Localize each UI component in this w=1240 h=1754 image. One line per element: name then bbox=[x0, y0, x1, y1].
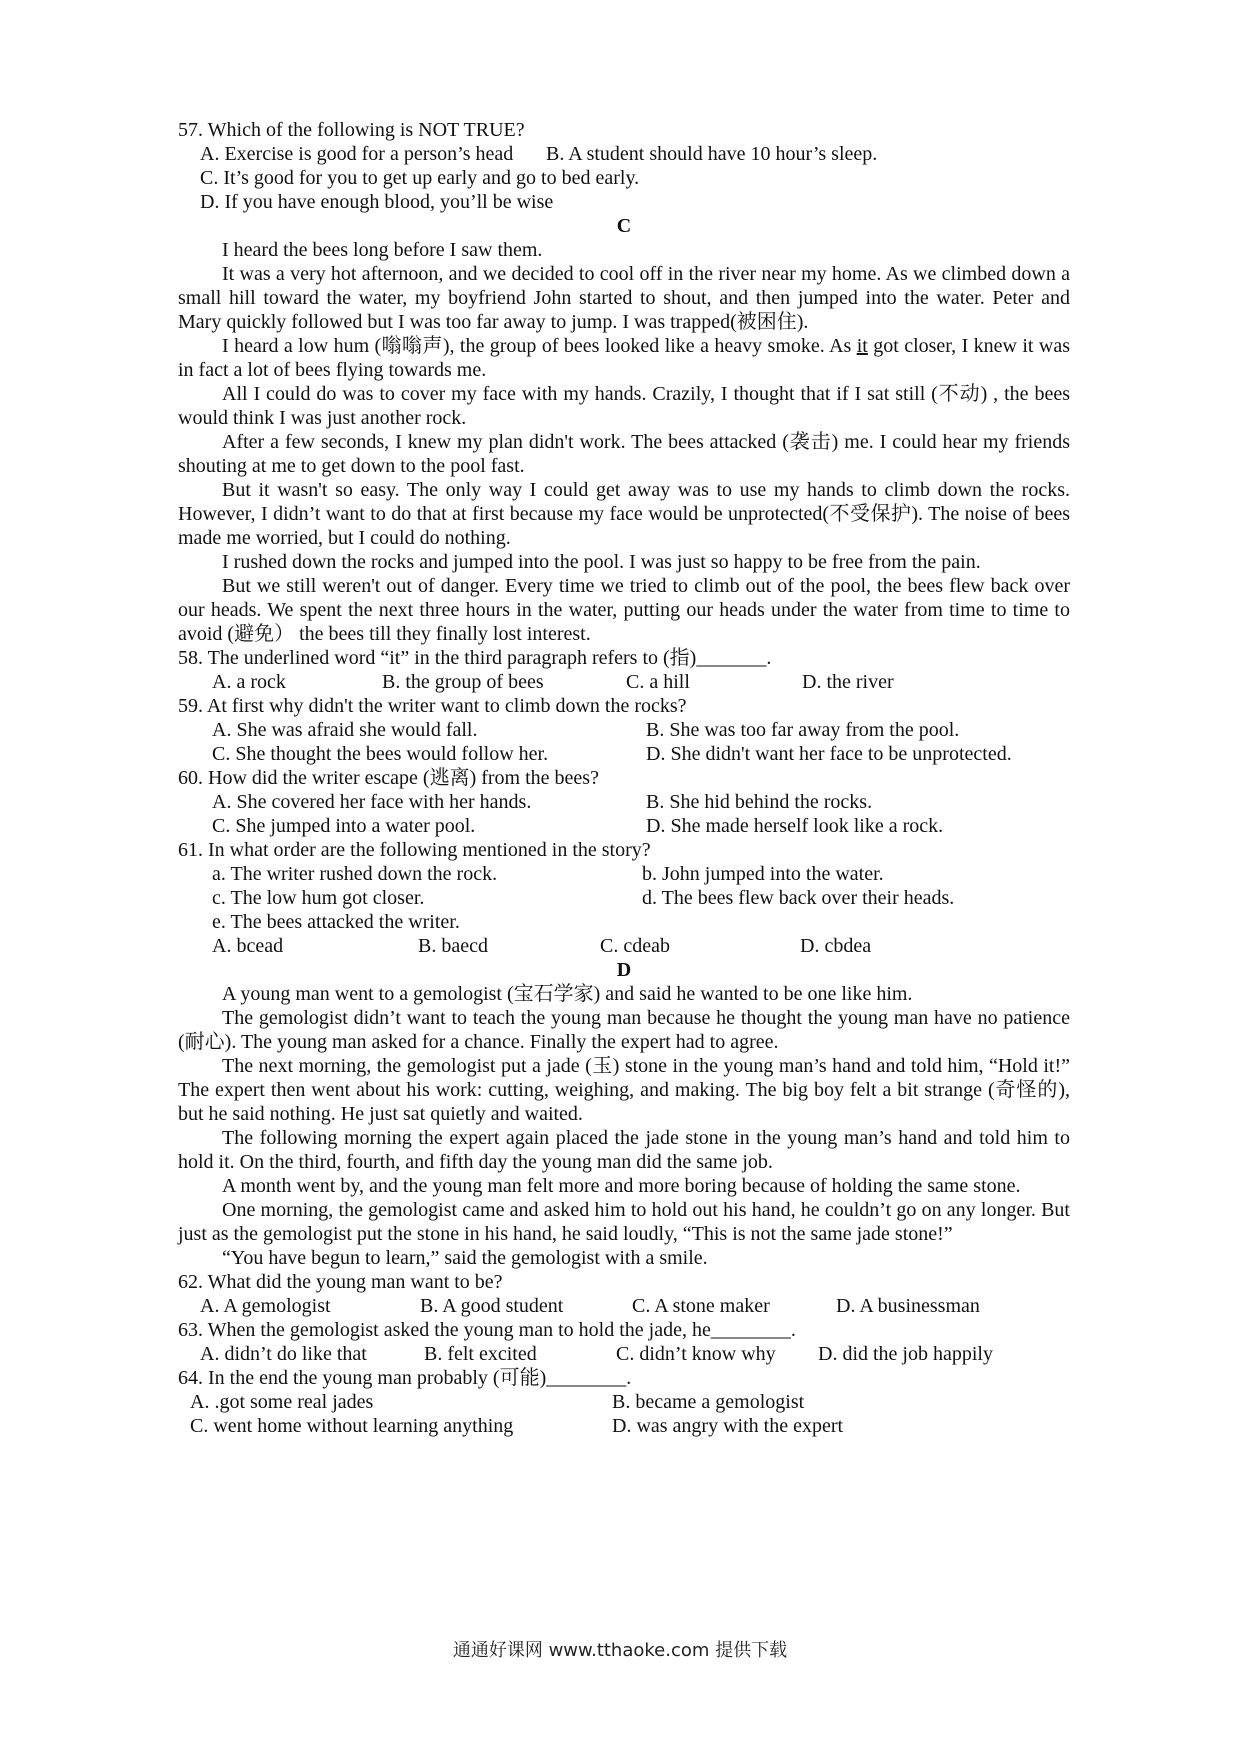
question-63-options bbox=[178, 1342, 1070, 1366]
q61-event-a: a. The writer rushed down the rock. bbox=[212, 863, 498, 885]
passage-d-heading: D bbox=[616, 959, 632, 981]
passage-d-paragraph-2: The gemologist didn’t want to teach the young man because he thought the young man have no patience (耐心). The young man asked for a chance. Finally the expert had to agree. bbox=[178, 1007, 1070, 1053]
passage-c-heading: C bbox=[616, 215, 632, 237]
underlined-word-it: it bbox=[856, 335, 868, 357]
q61-option-a: A. bcead bbox=[212, 935, 284, 957]
passage-c-paragraph-1: I heard the bees long before I saw them. bbox=[222, 239, 543, 261]
question-57-stem: 57. Which of the following is NOT TRUE? bbox=[178, 119, 525, 141]
p3-before: I heard a low hum (嗡嗡声), the group of bees looked like a heavy smoke. As bbox=[222, 335, 857, 357]
passage-c-paragraph-8: But we still weren't out of danger. Every time we tried to climb out of the pool, the bees flew back over our heads. We spent the next three hours in the water, putting our heads under the water from time to time to avoid (避免） the bees till they finally lost interest. bbox=[178, 575, 1070, 645]
q57-option-c: C. It’s good for you to get up early and go to bed early. bbox=[200, 167, 640, 189]
question-64-options-row2 bbox=[178, 1414, 1070, 1438]
q62-option-b: B. A good student bbox=[420, 1295, 564, 1317]
q62-option-a: A. A gemologist bbox=[200, 1295, 331, 1317]
worksheet-page bbox=[178, 118, 1070, 1438]
q63-option-c: C. didn’t know why bbox=[616, 1343, 776, 1365]
q64-option-b: B. became a gemologist bbox=[612, 1391, 805, 1413]
q62-option-d: D. A businessman bbox=[836, 1295, 980, 1317]
question-58-options bbox=[178, 670, 1070, 694]
q59-option-b: B. She was too far away from the pool. bbox=[646, 719, 960, 741]
question-61-options bbox=[178, 934, 1070, 958]
q61-option-d: D. cbdea bbox=[800, 935, 872, 957]
q61-event-c: c. The low hum got closer. bbox=[212, 887, 425, 909]
question-64-options-row1 bbox=[178, 1390, 1070, 1414]
q59-option-d: D. She didn't want her face to be unprotected. bbox=[646, 743, 1012, 765]
question-57-options-row1 bbox=[178, 142, 1070, 166]
q61-option-b: B. baecd bbox=[418, 935, 488, 957]
q62-option-c: C. A stone maker bbox=[632, 1295, 770, 1317]
q59-option-a: A. She was afraid she would fall. bbox=[212, 719, 478, 741]
question-61-events-row1 bbox=[178, 862, 1070, 886]
q61-event-d: d. The bees flew back over their heads. bbox=[642, 887, 955, 909]
q59-option-c: C. She thought the bees would follow her. bbox=[212, 743, 549, 765]
question-60-stem: 60. How did the writer escape (逃离) from the bees? bbox=[178, 767, 599, 789]
q60-option-a: A. She covered her face with her hands. bbox=[212, 791, 532, 813]
question-62-options bbox=[178, 1294, 1070, 1318]
question-61-stem: 61. In what order are the following mentioned in the story? bbox=[178, 839, 651, 861]
q60-option-d: D. She made herself look like a rock. bbox=[646, 815, 944, 837]
q60-option-c: C. She jumped into a water pool. bbox=[212, 815, 476, 837]
passage-c-paragraph-6: But it wasn't so easy. The only way I could get away was to use my hands to climb down the rocks. However, I didn’t want to do that at first because my face would be unprotected(不受保护). The noise of bees made me worried, but I could do nothing. bbox=[178, 479, 1070, 549]
passage-c-paragraph-4: All I could do was to cover my face with my hands. Crazily, I thought that if I sat still (不动) , the bees would think I was just another rock. bbox=[178, 383, 1070, 429]
question-64-stem: 64. In the end the young man probably (可能)________. bbox=[178, 1367, 632, 1389]
q58-option-d: D. the river bbox=[802, 671, 894, 693]
q63-option-d: D. did the job happily bbox=[818, 1343, 993, 1365]
q63-option-b: B. felt excited bbox=[424, 1343, 537, 1365]
q57-option-d: D. If you have enough blood, you’ll be wise bbox=[200, 191, 554, 213]
passage-d-paragraph-5: A month went by, and the young man felt more and more boring because of holding the same stone. bbox=[222, 1175, 1021, 1197]
passage-c-paragraph-3 bbox=[178, 334, 1070, 382]
q61-event-b: b. John jumped into the water. bbox=[642, 863, 884, 885]
page-footer: 通通好课网 www.tthaoke.com 提供下载 bbox=[452, 1640, 788, 1661]
q61-event-e: e. The bees attacked the writer. bbox=[212, 911, 460, 933]
question-60-options-row1 bbox=[178, 790, 1070, 814]
q58-option-c: C. a hill bbox=[626, 671, 690, 693]
question-59-options-row1 bbox=[178, 718, 1070, 742]
passage-d-paragraph-3: The next morning, the gemologist put a jade (玉) stone in the young man’s hand and told him, “Hold it!” The expert then went about his work: cutting, weighing, and making. The big boy felt a bit strange (奇怪的), but he said nothing. He just sat quietly and waited. bbox=[178, 1055, 1070, 1125]
question-63-stem: 63. When the gemologist asked the young man to hold the jade, he________. bbox=[178, 1319, 796, 1341]
passage-c-paragraph-5: After a few seconds, I knew my plan didn't work. The bees attacked (袭击) me. I could hear my friends shouting at me to get down to the pool fast. bbox=[178, 431, 1070, 477]
q64-option-a: A. .got some real jades bbox=[190, 1391, 374, 1413]
passage-d-paragraph-4: The following morning the expert again placed the jade stone in the young man’s hand and told him to hold it. On the third, fourth, and fifth day the young man did the same job. bbox=[178, 1127, 1070, 1173]
p3-after: got closer, I knew it was in fact a lot of bees flying towards me. bbox=[178, 335, 1070, 381]
q61-option-c: C. cdeab bbox=[600, 935, 670, 957]
passage-c-paragraph-2: It was a very hot afternoon, and we decided to cool off in the river near my home. As we climbed down a small hill toward the water, my boyfriend John started to shout, and then jumped into the water. Peter and Mary quickly followed but I was too far away to jump. I was trapped(被困住). bbox=[178, 263, 1070, 333]
passage-c-paragraph-7: I rushed down the rocks and jumped into the pool. I was just so happy to be free from the pain. bbox=[222, 551, 981, 573]
q64-option-c: C. went home without learning anything bbox=[190, 1415, 514, 1437]
passage-d-paragraph-6: One morning, the gemologist came and asked him to hold out his hand, he couldn’t go on any longer. But just as the gemologist put the stone in his hand, he said loudly, “This is not the same jade stone!” bbox=[178, 1199, 1070, 1245]
question-60-options-row2 bbox=[178, 814, 1070, 838]
q58-option-a: A. a rock bbox=[212, 671, 286, 693]
q64-option-d: D. was angry with the expert bbox=[612, 1415, 844, 1437]
question-62-stem: 62. What did the young man want to be? bbox=[178, 1271, 503, 1293]
passage-d-paragraph-1: A young man went to a gemologist (宝石学家) and said he wanted to be one like him. bbox=[222, 983, 913, 1005]
question-59-options-row2 bbox=[178, 742, 1070, 766]
q57-option-a: A. Exercise is good for a person’s head bbox=[200, 143, 514, 165]
question-59-stem: 59. At first why didn't the writer want to climb down the rocks? bbox=[178, 695, 687, 717]
q58-option-b: B. the group of bees bbox=[382, 671, 544, 693]
passage-d-paragraph-7: “You have begun to learn,” said the gemologist with a smile. bbox=[222, 1247, 708, 1269]
q57-option-b: B. A student should have 10 hour’s sleep. bbox=[546, 143, 878, 165]
q60-option-b: B. She hid behind the rocks. bbox=[646, 791, 873, 813]
q63-option-a: A. didn’t do like that bbox=[200, 1343, 367, 1365]
question-61-events-row2 bbox=[178, 886, 1070, 910]
question-58-stem: 58. The underlined word “it” in the third paragraph refers to (指)_______. bbox=[178, 647, 772, 669]
